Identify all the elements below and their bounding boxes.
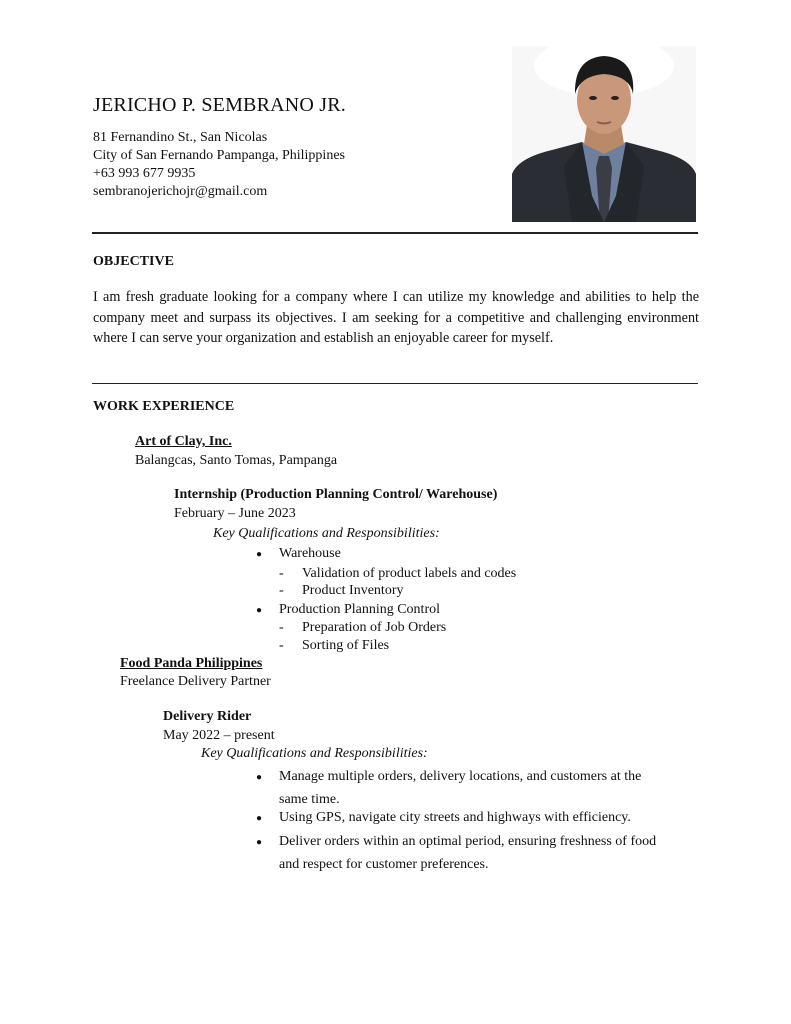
- email-address: sembranojerichojr@gmail.com: [93, 184, 268, 199]
- bullet-icon: ●: [256, 605, 263, 616]
- list-item: Product Inventory: [302, 583, 404, 598]
- job-dates: February – June 2023: [174, 506, 296, 521]
- list-item-continuation: and respect for customer preferences.: [279, 857, 489, 872]
- list-item: Validation of product labels and codes: [302, 566, 517, 581]
- dash-icon: -: [279, 638, 284, 653]
- bullet-icon: ●: [256, 549, 263, 560]
- work-experience-heading: WORK EXPERIENCE: [93, 399, 235, 414]
- key-qualifications-label: Key Qualifications and Responsibilities:: [213, 526, 440, 541]
- list-item: Using GPS, navigate city streets and highways with efficiency.: [279, 810, 631, 825]
- job-title: Internship (Production Planning Control/ Warehouse): [174, 487, 498, 502]
- dash-icon: -: [279, 566, 284, 581]
- company-name: Food Panda Philippines: [120, 656, 263, 671]
- list-item: Deliver orders within an optimal period, ensuring freshness of food: [279, 834, 657, 849]
- company-location: Balangcas, Santo Tomas, Pampanga: [135, 453, 338, 468]
- list-item: Warehouse: [279, 546, 341, 561]
- dash-icon: -: [279, 620, 284, 635]
- dash-icon: -: [279, 583, 284, 598]
- job-title: Delivery Rider: [163, 709, 252, 724]
- company-name: Art of Clay, Inc.: [135, 434, 232, 449]
- list-item: Preparation of Job Orders: [302, 620, 447, 635]
- list-item: Manage multiple orders, delivery locations, and customers at the: [279, 769, 642, 784]
- objective-heading: OBJECTIVE: [93, 254, 174, 269]
- address-line-2: City of San Fernando Pampanga, Philippines: [93, 148, 345, 163]
- section-divider: [92, 232, 698, 234]
- bullet-icon: ●: [256, 772, 263, 783]
- bullet-icon: ●: [256, 813, 263, 824]
- list-item-continuation: same time.: [279, 792, 340, 807]
- company-location: Freelance Delivery Partner: [120, 674, 271, 689]
- phone-number: +63 993 677 9935: [93, 166, 196, 181]
- key-qualifications-label: Key Qualifications and Responsibilities:: [201, 746, 428, 761]
- applicant-name: JERICHO P. SEMBRANO JR.: [93, 94, 346, 116]
- objective-text: I am fresh graduate looking for a company where I can utilize my knowledge and abilities to help the company meet and surpass its objectives. I am seeking for a competitive and challenging environment where I can serve your organization and establish an enjoyable career for myself.: [93, 289, 699, 346]
- job-dates: May 2022 – present: [163, 728, 275, 743]
- list-item: Sorting of Files: [302, 638, 390, 653]
- address-line-1: 81 Fernandino St., San Nicolas: [93, 130, 268, 145]
- bullet-icon: ●: [256, 837, 263, 848]
- profile-photo: [512, 46, 696, 222]
- section-divider: [92, 383, 698, 384]
- list-item: Production Planning Control: [279, 602, 440, 617]
